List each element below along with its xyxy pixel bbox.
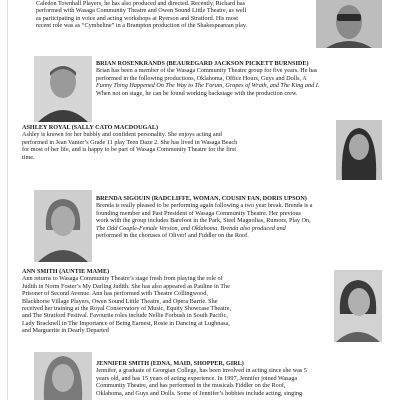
bio-ashley (22, 124, 318, 161)
bio-line: received her training at the Royal Conservatory of Music, Equity Showcase Theatre, (22, 305, 231, 313)
bio-line: and Marguerite in Dearly Departed (22, 327, 109, 335)
bio-line: Oklahoma, and Guys and Dolls. Some of Jennifer’s hobbies include acting, singing (96, 389, 303, 397)
bio-line: and The Stratford Festival. Favourite roles include Nellie Forbush in South Pacific, (22, 312, 228, 320)
bio-jennifer (96, 360, 388, 397)
bio-line: performed with Wasaga Community Theatre and Owen Sound Little Theatre, as well (36, 7, 247, 15)
actor-name: BRIAN ROSENKRANDS (BEAUREGARD JACKSON PICKETT BURNSIDE) (96, 60, 309, 67)
actor-name: JENNIFER SMITH (EDNA, MAID, SHOPPER, GIRL) (96, 360, 244, 367)
headshot-richard (316, 0, 382, 48)
bio-line: Brenda is really pleased to be performing again following a two year break. Brenda is a (96, 202, 313, 210)
bio-line: Brian has been a member of the Wasaga Community Theatre group for five years. He has (96, 67, 318, 75)
bio-line: founding member and Past President of Wasaga Community Theatre. Her previous (96, 209, 301, 217)
headshot-ashley (336, 120, 382, 180)
bio-line: Jennifer, a graduate of Georgian College, has been involved in acting since she was 5 (96, 367, 307, 375)
bio-brian (96, 60, 388, 97)
bio-line: Prisoner of Second Avenue. Ann has performed with Theatre Collingwood, (22, 290, 208, 298)
bio-line: Ashley is known for her bubbly and confident personality. She enjoys acting and (22, 131, 222, 139)
bio-line: Ann returns to Wasaga Community Theatre’s stage fresh from playing the role of (22, 275, 223, 283)
bio-line: performed in Jean Vanier’s Grade 11 play Teen Daze 2. She has lived in Wasaga Beach (22, 138, 238, 146)
actor-name: ASHLEY ROYAL (SALLY CATO MACDOUGAL) (22, 124, 159, 131)
headshot-brenda (34, 190, 92, 262)
bio-line: Judith in Norm Foster’s My Darling Judith. She has also appeared as Pauline in The (22, 282, 230, 290)
bio-line: Caledon Townhall Players, he has also produced and directed. Recently, Richard has (36, 0, 246, 7)
headshot-ann (334, 270, 382, 342)
actor-name: BRENDA SIGOUIN (RADCLIFFE, WOMAN, COUSIN FAN, DORIS UPSON) (96, 195, 307, 202)
page-edge (7, 0, 8, 400)
bio-line: Lady Bracknell in The Importance of Being Earnest, Rosie in Dancing at Lughnasa, (22, 319, 230, 327)
bio-ann (22, 268, 316, 335)
bio-line: Community Theatre, and has performed in the musicals Fiddler on the Roof, (96, 382, 286, 390)
headshot-brian (34, 56, 92, 122)
bio-line: performed in the choruses of Oliver! and Fiddler on the Roof. (96, 232, 249, 240)
bio-brenda (96, 195, 388, 239)
headshot-jennifer (34, 352, 92, 400)
bio-line: as participating in voice and acting workshops at Ryerson and Stratford. His most (36, 14, 239, 22)
bio-line: performed in the following productions, Oklahoma, Office Hours, Guys and Dolls, A (96, 74, 307, 82)
bio-line: for most of her life, and is happy to be part of Wasaga Community Theatre for the first (22, 146, 237, 154)
bio-richard-continued (36, 0, 306, 30)
bio-line: time. (22, 153, 35, 161)
bio-line: years old, and has 15 years of acting experience. In 1997, Jennifer joined Wasaga (96, 374, 298, 382)
bio-line: Funny Thing Happened On The Way to The Forum, Grapes of Wrath, and The King and I. (96, 82, 320, 90)
bio-line: recent role was as “Cymbeline” in a Brampton production of the Shakespearean play. (36, 22, 248, 30)
bio-line: The Odd Couple-Female Version, and Oklahoma. Brenda also produced and (96, 224, 286, 232)
bio-line: When not on stage, he can be found working backstage with the production crew. (96, 89, 298, 97)
actor-name: ANN SMITH (AUNTIE MAME) (22, 268, 110, 275)
bio-line: Blackhorse Village Players, Owen Sound Little Theatre, and Opera Barrie. She (22, 297, 218, 305)
bio-line: work with the group includes Barefoot in the Park, Steel Magnolias, Rumors, Play On, (96, 217, 311, 225)
